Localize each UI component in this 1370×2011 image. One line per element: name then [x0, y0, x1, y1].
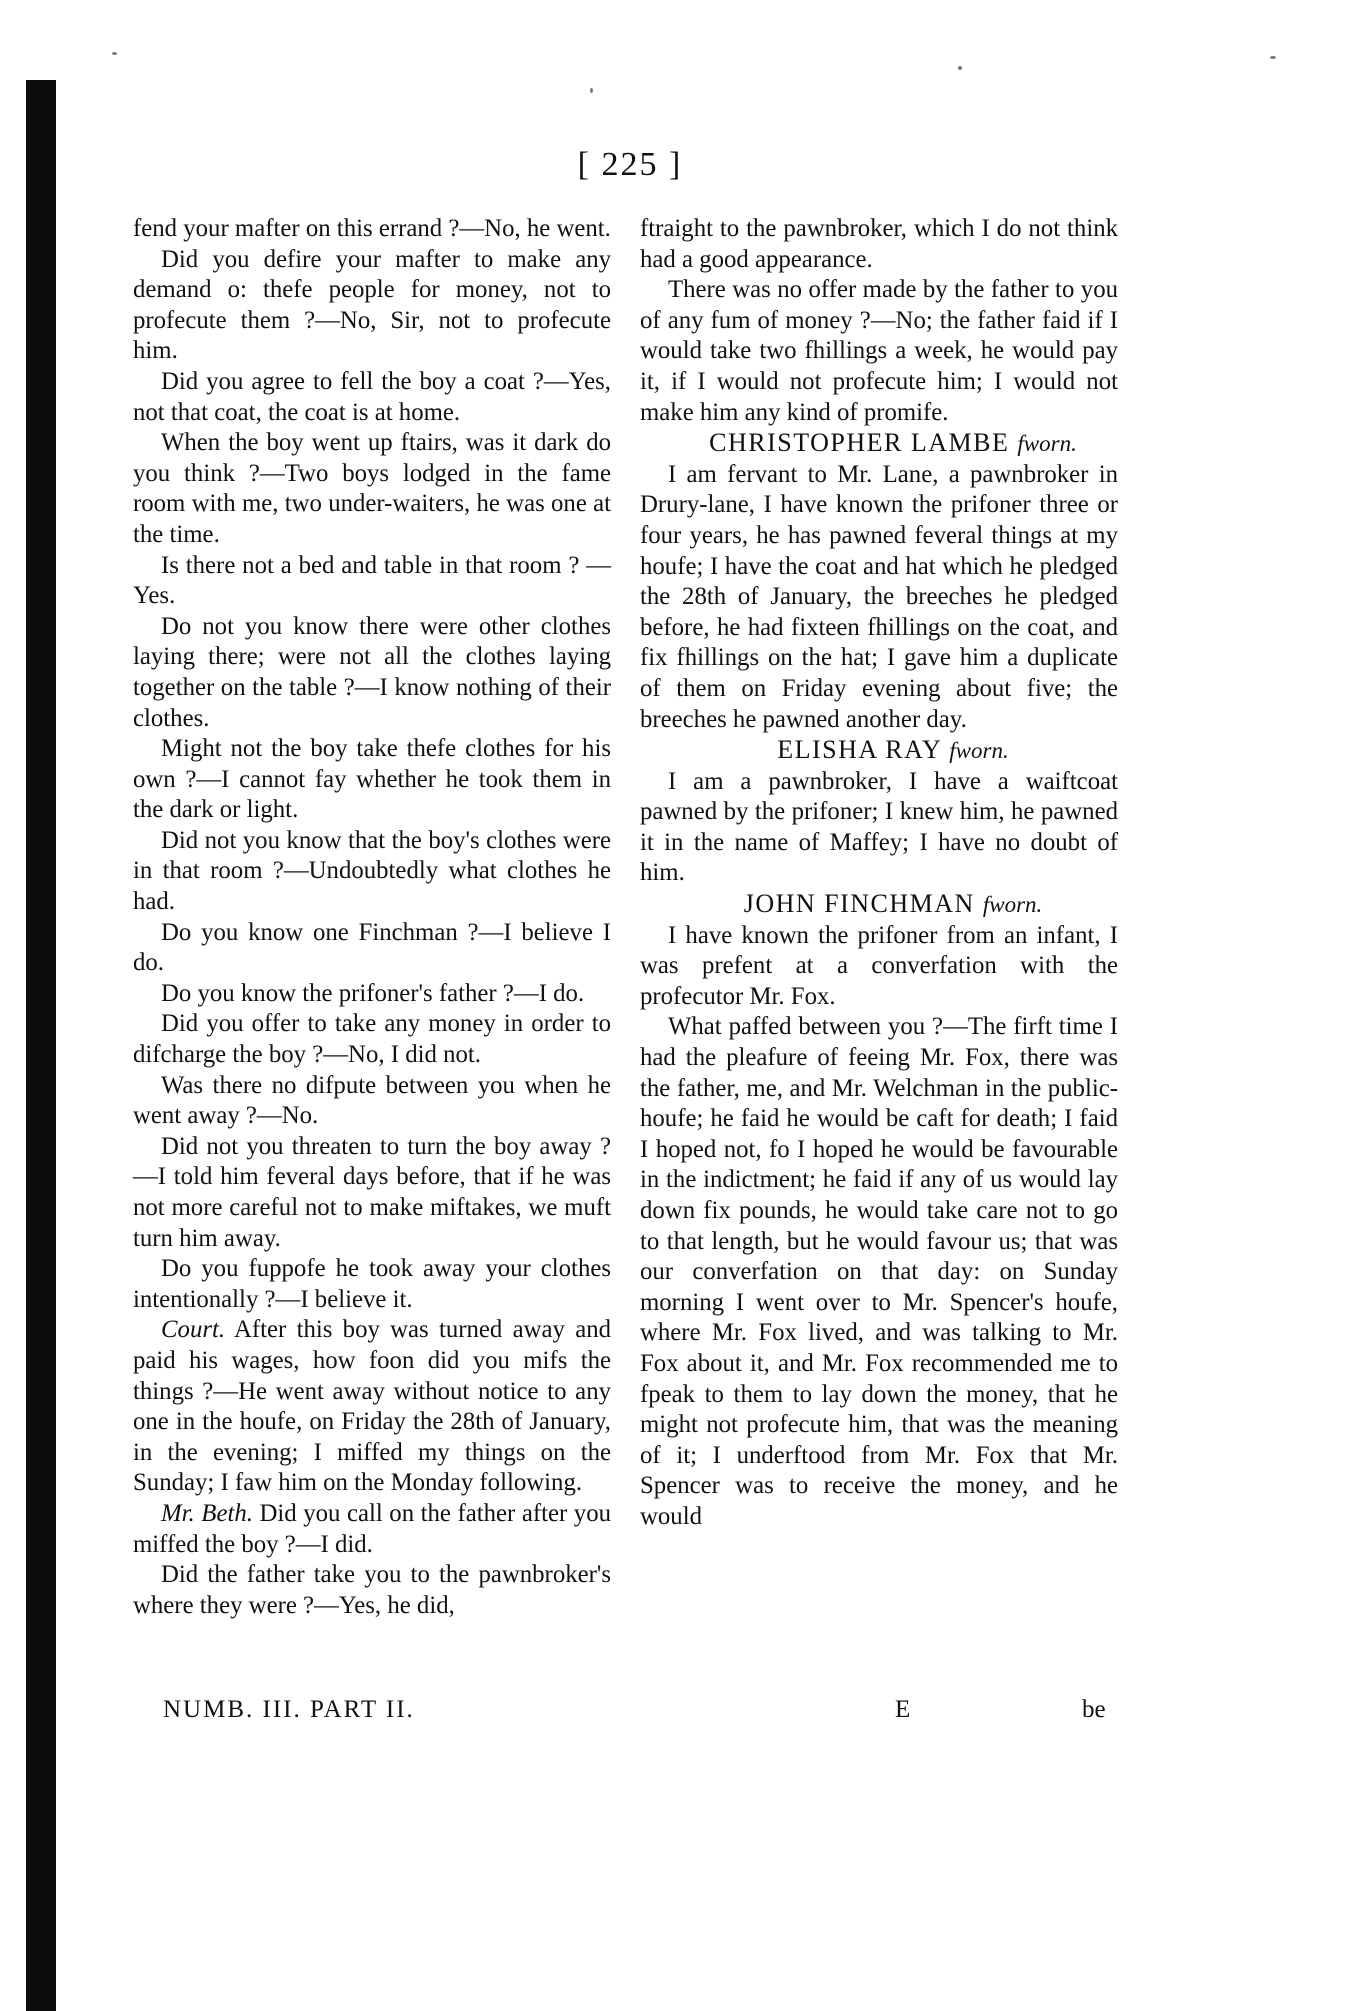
paragraph-text: I am a pawnbroker, I have a waiftcoat pawned by the prifoner; I knew him, he pawned it in the name of Maffey; I have no doubt of him. [640, 767, 1118, 887]
ink-speck [590, 88, 593, 93]
speaker-label: Mr. Beth. [161, 1499, 253, 1527]
paragraph-text: Is there not a bed and table in that room ? —Yes. [133, 551, 611, 610]
paragraph-text: Did you defire your mafter to make any demand o: thefe people for money, not to profecute them ?—No, Sir, not to profecute him. [133, 245, 611, 365]
paragraph [133, 1499, 611, 1560]
paragraph-text: I am fervant to Mr. Lane, a pawnbroker in Drury-lane, I have known the prifoner three or four years, he has pawned feveral things at my houfe; I have the coat and hat which he pledged the 28th of January, the breeches he pledged before, he had fixteen fhillings on the coat, and fix fhillings on the hat; I gave him a duplicate of them on Friday evening about five; the breeches he pawned another day. [640, 460, 1118, 733]
paragraph-text: Did you call on the father after you miffed the boy ?—I did. [133, 1499, 611, 1558]
paragraph [640, 214, 1118, 275]
binding-edge [26, 80, 56, 2011]
right-column [640, 214, 1118, 1533]
paragraph-text: When the boy went up ftairs, was it dark do you think ?—Two boys lodged in the fame room with me, two under-waiters, he was one at the time. [133, 429, 611, 548]
witness-heading [640, 889, 1118, 921]
paragraph-text: Do not you know there were other clothes laying there; were not all the clothes laying together on the table ?—I know nothing of their clothes. [133, 612, 611, 732]
paragraph [133, 1254, 611, 1315]
paragraph-text: Did you offer to take any money in order to difcharge the boy ?—No, I did not. [133, 1010, 611, 1069]
paragraph-text: Did not you threaten to turn the boy away ?—I told him feveral days before, that if he was not more careful not to make miftakes, we muft turn him away. [133, 1132, 611, 1252]
paragraph [133, 367, 611, 428]
paragraph-text: Did the father take you to the pawnbroker's where they were ?—Yes, he did, [133, 1561, 611, 1619]
paragraph [133, 1560, 611, 1621]
witness-heading [640, 428, 1118, 460]
paragraph-text: fend your mafter on this errand ?—No, he went. [133, 215, 611, 242]
witness-heading [640, 735, 1118, 767]
paragraph [133, 612, 611, 734]
paragraph [640, 460, 1118, 735]
signature-letter: E [895, 1696, 911, 1723]
paragraph [133, 734, 611, 826]
paragraph-text: Was there no difpute between you when he went away ?—No. [133, 1071, 611, 1130]
sworn-label: fworn. [949, 738, 1009, 764]
left-column [133, 214, 611, 1621]
paragraph [133, 918, 611, 979]
paragraph [640, 767, 1118, 889]
catchword: be [1082, 1696, 1106, 1723]
paragraph [133, 428, 611, 550]
paragraph-text: I have known the prifoner from an infant, I was prefent at a converfation with the profecutor Mr. Fox. [640, 921, 1118, 1010]
paragraph [133, 1009, 611, 1070]
paragraph-text: Do you fuppofe he took away your clothes intentionally ?—I believe it. [133, 1255, 611, 1313]
witness-name: ELISHA RAY [777, 735, 942, 765]
paragraph [133, 826, 611, 918]
paragraph [133, 551, 611, 612]
paragraph-text: There was no offer made by the father to you of any fum of money ?—No; the father faid if I would take two fhillings a week, he would pay it, if I would not profecute him; I would not make him any kind of promife. [640, 276, 1118, 426]
ink-speck [1270, 56, 1276, 59]
paragraph [133, 979, 611, 1010]
paragraph [133, 1071, 611, 1132]
ink-speck [958, 66, 962, 70]
sworn-label: fworn. [982, 892, 1043, 918]
paragraph-text: Might not the boy take thefe clothes for his own ?—I cannot fay whether he took them in the dark or light. [133, 735, 611, 824]
paragraph-text: Do you know the prifoner's father ?—I do. [161, 979, 585, 1007]
paragraph [133, 245, 611, 367]
paragraph-text: Did you agree to fell the boy a coat ?—Yes, not that coat, the coat is at home. [133, 367, 611, 426]
speaker-label: Court. [161, 1316, 226, 1344]
paragraph [133, 1132, 611, 1254]
paragraph-text: ftraight to the pawnbroker, which I do not think had a good appearance. [640, 215, 1118, 273]
page-number: [ 225 ] [577, 146, 683, 183]
paragraph [133, 214, 611, 245]
paragraph-text: Do you know one Finchman ?—I believe I do. [133, 918, 611, 977]
paragraph [640, 275, 1118, 428]
paragraph-text: Did not you know that the boy's clothes were in that room ?—Undoubtedly what clothes he had. [133, 826, 611, 916]
paragraph [640, 1012, 1118, 1532]
sworn-label: fworn. [1017, 431, 1077, 457]
signature-mark: NUMB. III. PART II. [163, 1696, 415, 1723]
paragraph-text: What paffed between you ?—The firft time I had the pleafure of feeing Mr. Fox, there was the father, me, and Mr. Welchman in the public-houfe; he faid he would be caft for death; I faid I hoped not, fo I hoped he would be favourable in the indictment; he faid if any of us would lay down fix pounds, he would take care not to go to that length, but he would favour us; that was our converfation on that day: on Sunday morning I went over to Mr. Spencer's houfe, where Mr. Fox lived, and was talking to Mr. Fox about it, and Mr. Fox recommended me to fpeak to them to lay down the money, that he might not profecute him, that was the meaning of it; I underftood from Mr. Fox that Mr. Spencer was to receive the money, and he would [640, 1013, 1118, 1530]
paragraph [133, 1315, 611, 1499]
paragraph [640, 921, 1118, 1013]
ink-speck [112, 52, 117, 55]
paragraph-text: After this boy was turned away and paid his wages, how foon did you mifs the things ?—He went away without notice to any one in the houfe, on Friday the 28th of January, in the evening; I miffed my things on the Sunday; I faw him on the Monday following. [133, 1316, 611, 1497]
witness-name: JOHN FINCHMAN [743, 889, 975, 919]
witness-name: CHRISTOPHER LAMBE [709, 428, 1010, 458]
